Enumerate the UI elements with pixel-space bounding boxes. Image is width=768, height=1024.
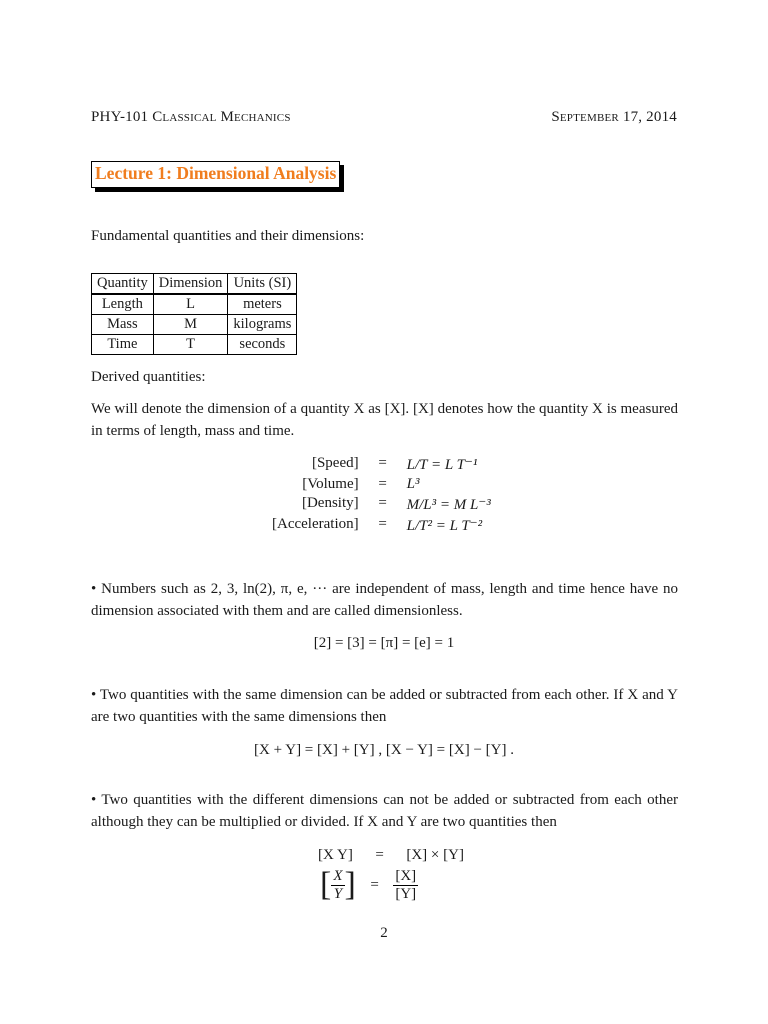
bullet-dimensionless: • Numbers such as 2, 3, ln(2), π, e, ··· are independent of mass, length and time hence have no dimension associated with them and are called dimensionless.: [91, 581, 678, 619]
lecture-title: Lecture 1: Dimensional Analysis: [91, 161, 340, 188]
right-bracket: ]: [344, 866, 356, 903]
eq-rhs: L³: [406, 476, 420, 492]
table-cell: kilograms: [228, 315, 297, 335]
quotient-rhs-fraction: [393, 868, 418, 903]
eq-lhs: [Speed]: [311, 455, 359, 471]
table-cell: Length: [92, 294, 154, 315]
quotient-eq-sign: =: [370, 876, 379, 893]
eq-sign: =: [378, 495, 387, 511]
eq-product: [318, 847, 518, 864]
eq-sign: =: [378, 476, 387, 492]
course-header: PHY-101 Classical Mechanics: [91, 109, 291, 125]
page-number: 2: [380, 925, 388, 941]
table-cell: Mass: [92, 315, 154, 335]
table-cell: seconds: [228, 335, 297, 355]
left-bracket: [: [320, 866, 332, 903]
table-cell: meters: [228, 294, 297, 315]
table-row: [92, 315, 297, 335]
eq-lhs: [Volume]: [302, 476, 359, 492]
eq-rhs: M/L³ = M L⁻³: [406, 497, 491, 513]
derived-heading: Derived quantities:: [91, 369, 206, 385]
product-lhs: [X Y]: [318, 847, 353, 863]
eq-rhs: L/T² = L T⁻²: [406, 518, 483, 534]
eq-sign: =: [378, 516, 387, 532]
eq-rhs: L/T = L T⁻¹: [406, 457, 478, 473]
fraction-denominator: [Y]: [395, 885, 417, 902]
table-row: [92, 335, 297, 355]
table-cell: L: [153, 294, 228, 315]
table-cell: M: [153, 315, 228, 335]
quotient-lhs-fraction: [331, 868, 344, 903]
eq-sum-difference: [X + Y] = [X] + [Y] , [X − Y] = [X] − [Y] .: [254, 742, 514, 758]
table-row: [92, 294, 297, 315]
table-header-row: [92, 274, 297, 295]
fraction-numerator: X: [333, 867, 343, 884]
eq-quotient: [320, 866, 418, 904]
date-header: September 17, 2014: [551, 109, 677, 125]
table-header: Units (SI): [228, 274, 297, 295]
table-cell: T: [153, 335, 228, 355]
eq-sign: =: [378, 455, 387, 471]
fraction-denominator: Y: [333, 885, 343, 902]
eq-lhs: [Density]: [301, 495, 359, 511]
eq-lhs: [Acceleration]: [272, 516, 359, 532]
bullet-same-dimension: • Two quantities with the same dimension can be added or subtracted from each other. If X and Y are two quantities with the same dimensions then: [91, 687, 678, 725]
bullet-different-dimension: • Two quantities with the different dimensions can not be added or subtracted from each other although they can be multiplied or divided. If X and Y are two quantities then: [91, 792, 678, 830]
table-header: Quantity: [92, 274, 154, 295]
product-eq-sign: =: [375, 847, 384, 863]
derived-equations: [272, 455, 491, 535]
table-cell: Time: [92, 335, 154, 355]
dimensions-table: [91, 273, 297, 355]
intro-text: Fundamental quantities and their dimensions:: [91, 228, 365, 244]
derived-text: We will denote the dimension of a quantity X as [X]. [X] denotes how the quantity X is measured in terms of length, mass and time.: [91, 401, 678, 439]
fraction-numerator: [X]: [395, 867, 417, 884]
product-rhs: [X] × [Y]: [406, 847, 464, 863]
table-header: Dimension: [153, 274, 228, 295]
eq-dimensionless: [2] = [3] = [π] = [e] = 1: [313, 635, 455, 651]
